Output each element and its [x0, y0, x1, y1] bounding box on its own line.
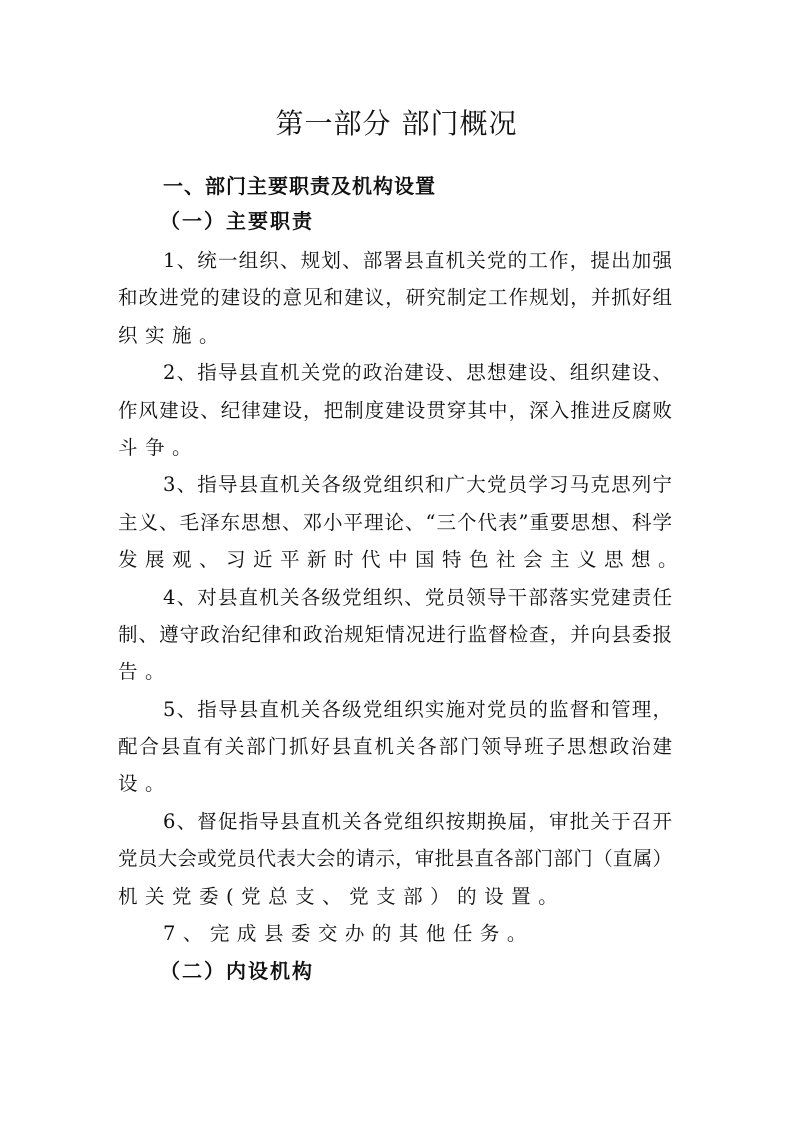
paragraph-line: 作风建设、纪律建设，把制度建设贯穿其中，深入推进反腐败 [118, 398, 672, 422]
paragraph-line: 配合县直有关部门抓好县直机关各部门领导班子思想政治建 [118, 735, 672, 759]
paragraph-line: 主义、毛泽东思想、邓小平理论、“三个代表”重要思想、科学 [118, 510, 672, 534]
paragraph-line: 制、遵守政治纪律和政治规矩情况进行监督检查，并向县委报 [118, 622, 672, 646]
paragraph-line: 3、指导县直机关各级党组织和广大党员学习马克思列宁 [163, 473, 672, 497]
paragraph-line: 织实施。 [118, 323, 227, 347]
paragraph-line: 4、对县直机关各级党组织、党员领导干部落实党建责任 [163, 585, 672, 609]
page-title: 第一部分 部门概况 [275, 107, 518, 140]
paragraph-line: 党员大会或党员代表大会的请示，审批县直各部门部门（直属） [118, 847, 672, 871]
paragraph-line: 机关党委(党总支、党支部）的设置。 [118, 884, 566, 908]
paragraph-line: 斗争。 [118, 435, 200, 459]
paragraph-line: 5、指导县直机关各级党组织实施对党员的监督和管理， [163, 697, 672, 721]
paragraph-line: 1、统一组织、规划、部署县直机关党的工作，提出加强 [163, 249, 672, 272]
paragraph-line: 发展观、习近平新时代中国特色社会主义思想。 [118, 548, 686, 572]
paragraph-line: 和改进党的建设的意见和建议，研究制定工作规划，并抓好组 [118, 286, 672, 310]
paragraph-line: 告。 [118, 660, 173, 684]
subsection-heading-duties: （一）主要职责 [160, 209, 314, 233]
duties-list [118, 242, 686, 952]
section-heading: 一、部门主要职责及机构设置 [163, 174, 436, 198]
subsection-heading-internal-units: （二）内设机构 [160, 959, 314, 983]
paragraph-line: 7、完成县委交办的其他任务。 [163, 922, 534, 946]
paragraph-line: 6、督促指导县直机关各党组织按期换届，审批关于召开 [163, 809, 672, 833]
paragraph-line: 设。 [118, 772, 173, 796]
paragraph-line: 2、指导县直机关党的政治建设、思想建设、组织建设、 [163, 361, 672, 385]
